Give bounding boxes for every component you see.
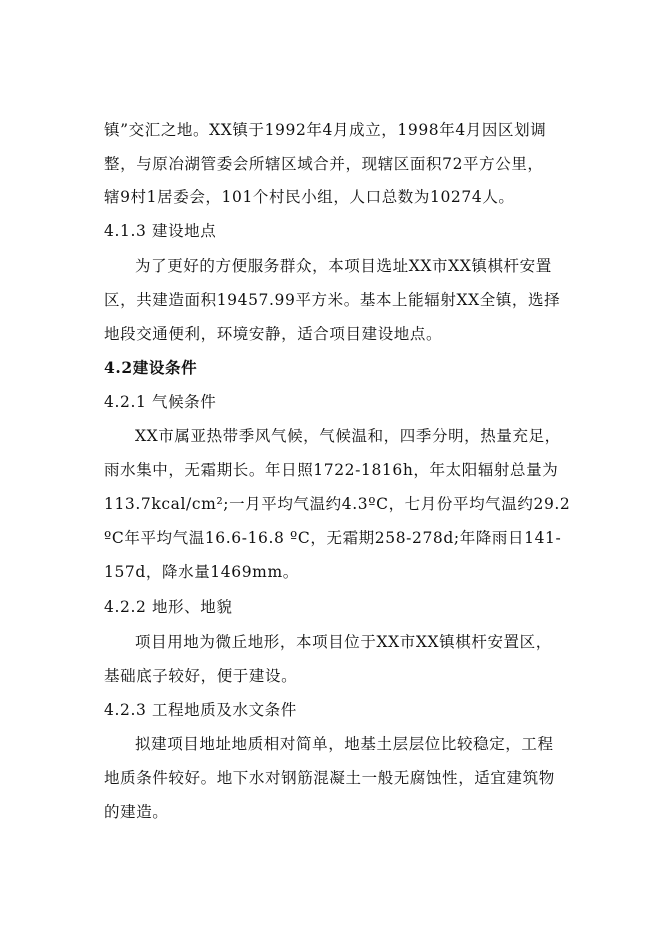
section-4-2-2-line-2: 基础底子较好，便于建设。 bbox=[104, 667, 298, 685]
section-4-2-2-line-1: 项目用地为微丘地形，本项目位于XX市XX镇棋杆安置区， bbox=[135, 633, 552, 651]
intro-line-1: 镇”交汇之地。XX镇于1992年4月成立，1998年4月因区划调 bbox=[104, 121, 547, 139]
section-4-2-1-line-4: ºC年平均气温16.6-16.8 ºC，无霜期258-278d;年降雨日141- bbox=[104, 529, 562, 547]
section-4-1-3-line-1: 为了更好的方便服务群众，本项目选址XX市XX镇棋杆安置 bbox=[135, 257, 552, 275]
section-4-1-3-line-2: 区，共建造面积19457.99平方米。基本上能辐射XX全镇，选择 bbox=[104, 291, 561, 309]
section-4-2-3-heading: 4.2.3 工程地质及水文条件 bbox=[104, 701, 297, 719]
section-4-2-1-line-3: 113.7kcal/cm²;一月平均气温约4.3ºC，七月份平均气温约29.2 bbox=[104, 495, 571, 513]
section-4-2-1-heading: 4.2.1 气候条件 bbox=[104, 393, 217, 411]
section-4-2-3-line-2: 地质条件较好。地下水对钢筋混凝土一般无腐蚀性，适宜建筑物 bbox=[104, 769, 555, 787]
intro-line-3: 辖9村1居委会，101个村民小组，人口总数为10274人。 bbox=[104, 188, 515, 206]
section-4-2-1-line-2: 雨水集中，无霜期长。年日照1722-1816h，年太阳辐射总量为 bbox=[104, 461, 559, 479]
section-4-2-3-line-3: 的建造。 bbox=[104, 803, 169, 821]
section-4-2-3-line-1: 拟建项目地址地质相对简单，地基土层层位比较稳定，工程 bbox=[135, 735, 554, 753]
intro-line-2: 整，与原冶湖管委会所辖区域合并，现辖区面积72平方公里， bbox=[104, 155, 544, 173]
section-4-2-heading: 4.2建设条件 bbox=[104, 358, 198, 377]
section-4-2-1-line-5: 157d，降水量1469mm。 bbox=[104, 563, 299, 581]
section-4-1-3-heading: 4.1.3 建设地点 bbox=[104, 222, 217, 240]
section-4-2-1-line-1: XX市属亚热带季风气候，气候温和，四季分明，热量充足， bbox=[135, 427, 561, 445]
section-4-2-2-heading: 4.2.2 地形、地貌 bbox=[104, 598, 233, 616]
section-4-1-3-line-3: 地段交通便利，环境安静，适合项目建设地点。 bbox=[104, 325, 443, 343]
